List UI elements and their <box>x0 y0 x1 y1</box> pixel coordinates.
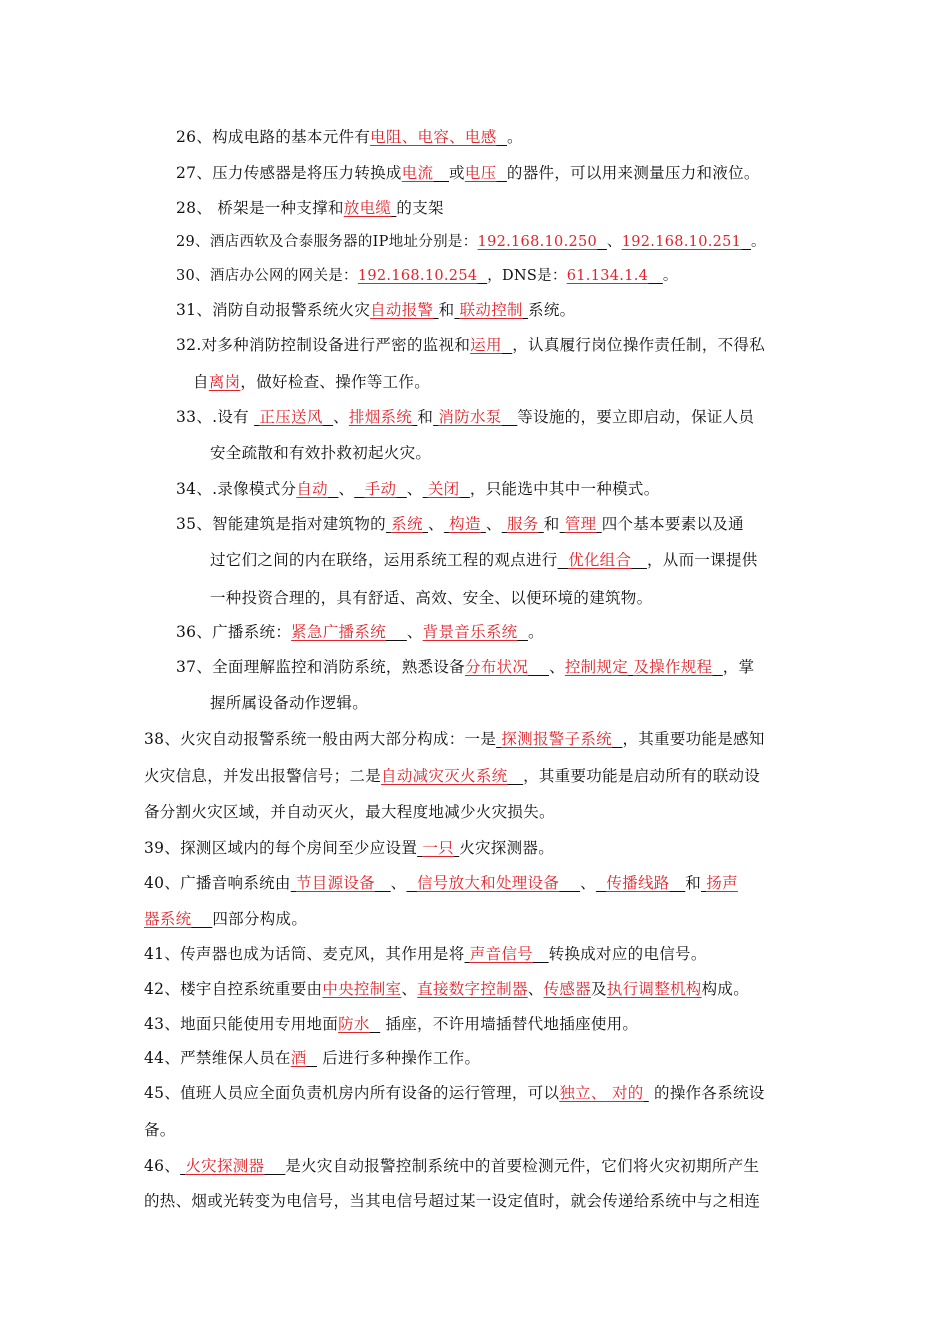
answer-text: 扬声 <box>706 874 738 892</box>
answer-text: 手动 <box>364 480 397 498</box>
answer-text: 节目源设备 <box>295 874 375 892</box>
question-text: 四部分构成。 <box>212 910 308 928</box>
question-text: ，认真履行岗位操作责任制，不得私 <box>512 336 766 354</box>
blank-underline <box>558 551 568 569</box>
question-text: 和 <box>438 301 455 319</box>
blank-underline <box>559 874 580 892</box>
answer-text: 紧急广播系统 <box>291 623 386 641</box>
answer-text: 独立、 对的 <box>559 1084 644 1102</box>
question-text: 35、智能建筑是指对建筑物的 <box>176 515 386 533</box>
blank-underline <box>354 480 364 498</box>
text-line <box>176 657 754 677</box>
text-line <box>144 729 765 749</box>
question-text: 或 <box>449 164 465 182</box>
text-line <box>176 479 660 499</box>
question-text: 。 <box>507 128 523 146</box>
blank-underline <box>386 623 407 641</box>
text-line <box>144 1014 638 1034</box>
question-text: ，从而一课提供 <box>646 551 758 569</box>
text-line <box>144 1083 765 1103</box>
answer-text: 电流 <box>401 164 434 182</box>
question-text: 42、楼宇自控系统重要由 <box>144 980 323 998</box>
question-text: 、 <box>549 658 565 676</box>
question-text: 和 <box>685 874 702 892</box>
blank-underline <box>670 874 686 892</box>
answer-text: 61.134.1.4 <box>566 268 649 284</box>
blank-underline <box>191 910 212 928</box>
text-line <box>144 909 307 929</box>
blank-underline <box>307 1049 317 1067</box>
question-text: 。 <box>751 234 766 250</box>
answer-text: 联动控制 <box>459 301 523 319</box>
answer-text: 服务 <box>506 515 539 533</box>
blank-underline <box>375 874 391 892</box>
blank-underline <box>612 730 622 748</box>
text-line <box>210 588 652 608</box>
question-text: ，掌 <box>722 658 755 676</box>
answer-text: 排烟系统 <box>348 408 413 426</box>
blank-underline <box>396 480 406 498</box>
question-text: ，其重要功能是感知 <box>622 730 765 748</box>
blank-underline <box>496 164 506 182</box>
question-text: 31、消防自动报警系统火灾 <box>176 301 371 319</box>
blank-underline <box>507 767 523 785</box>
question-text: 34、.录像模式分 <box>176 480 297 498</box>
answer-text: 关闭 <box>427 480 460 498</box>
question-text: 、 <box>606 234 622 250</box>
blank-underline <box>406 874 416 892</box>
answer-text: 放电缆 <box>343 199 392 217</box>
question-text: 、 <box>401 980 418 998</box>
answer-text: 信号放大和处理设备 <box>416 874 560 892</box>
question-text: 、 <box>333 408 349 426</box>
answer-text: 自动报警 <box>370 301 434 319</box>
question-text: 38、火灾自动报警系统一般由两大部分构成：一是 <box>144 730 497 748</box>
question-text: 转换成对应的电信号。 <box>548 945 707 963</box>
text-line <box>144 944 707 964</box>
answer-text: 系统 <box>391 515 423 533</box>
question-text: 是火灾自动报警控制系统中的首要检测元件，它们将火灾初期所产生 <box>285 1157 760 1175</box>
text-line <box>176 163 760 183</box>
blank-underline <box>459 480 469 498</box>
text-line <box>176 232 766 252</box>
answer-text: 电压 <box>464 164 497 182</box>
question-text: 、 <box>485 515 502 533</box>
blank-underline <box>477 268 487 284</box>
question-text: 。 <box>527 623 544 641</box>
text-line <box>176 300 575 320</box>
question-text: 安全疏散和有效扑救初起火灾。 <box>210 444 432 462</box>
question-text: 33、.设有 <box>176 408 255 426</box>
question-text: 30、酒店办公网的网关是： <box>176 268 358 284</box>
answer-text: 自动 <box>296 480 328 498</box>
question-text: 44、严禁维保人员在 <box>144 1049 291 1067</box>
answer-text: 192.168.10.250 <box>477 234 598 250</box>
answer-text: 离岗 <box>208 373 241 391</box>
answer-text: 192.168.10.254 <box>357 268 478 284</box>
answer-text: 正压送风 <box>259 408 323 426</box>
question-text: 的热、烟或光转变为电信号，当其电信号超过某一设定值时，就会传递给系统中与之相连 <box>144 1192 761 1210</box>
answer-text: 优化组合 <box>568 551 632 569</box>
question-text: 28、 桥架是一种支撑和 <box>176 199 344 217</box>
text-line <box>210 693 368 713</box>
answer-text: 探测报警子系统 <box>501 730 612 748</box>
text-line <box>193 372 430 392</box>
answer-text: 器系统 <box>144 910 192 928</box>
answer-text: 运用 <box>470 336 502 354</box>
text-line <box>176 622 544 642</box>
question-text: 、 <box>406 480 423 498</box>
text-line <box>176 514 744 534</box>
question-text: 构成。 <box>701 980 750 998</box>
answer-text: 背景音乐系统 <box>422 623 518 641</box>
question-text: 握所属设备动作逻辑。 <box>210 694 369 712</box>
answer-text: 消防水泵 <box>438 408 502 426</box>
blank-underline <box>370 1015 380 1033</box>
answer-text: 一只 <box>422 839 454 857</box>
text-line <box>176 335 765 355</box>
text-line <box>144 1048 480 1068</box>
question-text: 、 <box>338 480 355 498</box>
question-text: 。 <box>662 268 678 284</box>
question-text: 和 <box>543 515 560 533</box>
question-text: 37、全面理解监控和消防系统，熟悉设备 <box>176 658 465 676</box>
question-text: 29、酒店西软及合泰服务器的IP地址分别是： <box>176 234 478 250</box>
blank-underline <box>497 128 507 146</box>
question-text: 45、值班人员应全面负责机房内所有设备的运行管理，可以 <box>144 1084 560 1102</box>
question-text: 系统。 <box>528 301 576 319</box>
question-text: 41、传声器也成为话筒、麦克风，其作用是将 <box>144 945 465 963</box>
answer-text: 自动减灾灭火系统 <box>381 767 508 785</box>
question-text: ，只能选中其中一种模式。 <box>469 480 660 498</box>
answer-text: 直接数字控制器 <box>417 980 528 998</box>
blank-underline <box>328 480 338 498</box>
question-text: 后进行多种操作工作。 <box>317 1049 481 1067</box>
text-line <box>144 1191 760 1211</box>
blank-underline <box>517 623 527 641</box>
answer-text: 防水 <box>338 1015 370 1033</box>
question-text: ，DNS是： <box>487 268 567 284</box>
blank-underline <box>631 551 647 569</box>
text-line <box>176 266 678 286</box>
answer-text: 及操作规程 <box>633 658 713 676</box>
question-text: 40、广播音响系统由 <box>144 874 291 892</box>
question-text: 、 <box>406 623 423 641</box>
text-line <box>176 407 754 427</box>
question-text: ，做好检查、操作等工作。 <box>240 373 431 391</box>
question-text: 、 <box>527 980 544 998</box>
question-text: 32.对多种消防控制设备进行严密的监视和 <box>176 336 471 354</box>
blank-underline <box>648 268 663 284</box>
text-line <box>144 873 738 893</box>
question-text: 备。 <box>144 1121 176 1139</box>
answer-text: 火灾探测器 <box>185 1157 265 1175</box>
question-text: 43、地面只能使用专用地面 <box>144 1015 339 1033</box>
blank-underline <box>712 658 722 676</box>
question-text: 、 <box>580 874 596 892</box>
question-text: 46、 <box>144 1157 181 1175</box>
text-line <box>144 802 555 822</box>
question-text: 及 <box>590 980 607 998</box>
question-text: 26、构成电路的基本元件有 <box>176 128 371 146</box>
answer-text: 构造 <box>449 515 481 533</box>
answer-text: 电阻、电容、电感 <box>370 128 497 146</box>
question-text: ，其重要功能是启动所有的联动设 <box>523 767 761 785</box>
text-line <box>144 838 554 858</box>
question-text: 等设施的，要立即启动，保证人员 <box>517 408 755 426</box>
blank-underline <box>502 336 512 354</box>
text-line <box>210 443 431 463</box>
text-line <box>144 979 749 999</box>
question-text: 自 <box>193 373 209 391</box>
question-text: 火灾信息，并发出报警信号；二是 <box>144 767 382 785</box>
blank-underline <box>596 874 606 892</box>
text-line <box>144 1156 759 1176</box>
question-text: 的支架 <box>396 199 444 217</box>
question-text: 27、压力传感器是将压力转换成 <box>176 164 402 182</box>
question-text: 过它们之间的内在联络，运用系统工程的观点进行 <box>210 551 558 569</box>
question-text: 四个基本要素以及通 <box>601 515 744 533</box>
blank-underline <box>597 234 607 250</box>
text-line <box>144 1120 176 1140</box>
question-text: 备分割火灾区域，并自动灭火，最大程度地减少火灾损失。 <box>144 803 555 821</box>
text-line <box>144 766 760 786</box>
question-text: 和 <box>417 408 434 426</box>
blank-underline <box>502 408 518 426</box>
answer-text: 传感器 <box>543 980 591 998</box>
text-line <box>176 198 444 218</box>
answer-text: 管理 <box>564 515 597 533</box>
question-text: 、 <box>390 874 407 892</box>
answer-text: 酒 <box>290 1049 307 1067</box>
text-line <box>210 550 758 570</box>
question-text: 的器件，可以用来测量压力和液位。 <box>506 164 760 182</box>
blank-underline <box>323 408 333 426</box>
blank-underline <box>528 658 549 676</box>
question-text: 36、广播系统： <box>176 623 292 641</box>
answer-text: 声音信号 <box>469 945 533 963</box>
blank-underline <box>264 1157 285 1175</box>
blank-underline <box>433 164 449 182</box>
answer-text: 执行调整机构 <box>606 980 702 998</box>
answer-text: 传播线路 <box>606 874 670 892</box>
answer-text: 192.168.10.251 <box>621 234 742 250</box>
blank-underline <box>741 234 751 250</box>
answer-text: 控制规定 <box>564 658 629 676</box>
question-text: 39、探测区域内的每个房间至少应设置 <box>144 839 418 857</box>
question-text: 的操作各系统设 <box>648 1084 765 1102</box>
blank-underline <box>533 945 549 963</box>
text-line <box>176 127 523 147</box>
question-text: 插座，不许用墙插替代地插座使用。 <box>380 1015 639 1033</box>
question-text: 火灾探测器。 <box>459 839 555 857</box>
answer-text: 分布状况 <box>464 658 529 676</box>
answer-text: 中央控制室 <box>322 980 402 998</box>
question-text: 一种投资合理的，具有舒适、高效、安全、以便环境的建筑物。 <box>210 589 653 607</box>
question-text: 、 <box>428 515 444 533</box>
